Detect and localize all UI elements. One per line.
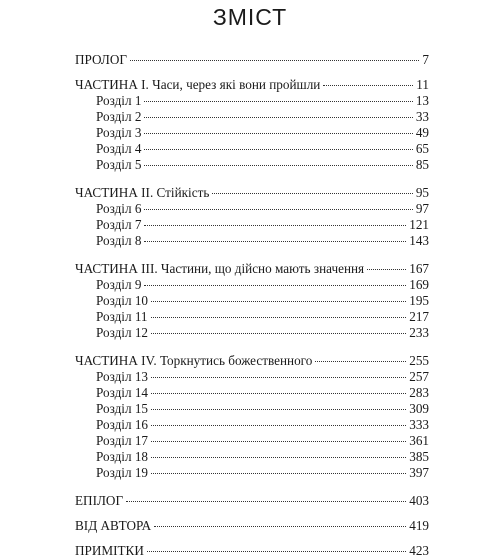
dot-leader [151, 409, 406, 410]
toc-page-number: 333 [409, 417, 429, 432]
toc-chapter-label: Розділ 8 [96, 233, 142, 248]
toc-entry-label: ПРОЛОГ [75, 52, 127, 67]
toc-part-2[interactable] [75, 185, 429, 201]
toc-chapter-label: Розділ 14 [96, 385, 149, 400]
table-of-contents [75, 52, 429, 559]
toc-chapter[interactable] [75, 233, 429, 249]
dot-leader [147, 551, 406, 552]
toc-chapter[interactable] [75, 157, 429, 173]
toc-chapter[interactable] [75, 433, 429, 449]
toc-chapter[interactable] [75, 141, 429, 157]
toc-part-label: ЧАСТИНА I. Часи, через які вони пройшли [75, 77, 321, 92]
toc-page-number: 121 [409, 217, 429, 232]
toc-page-number: 169 [409, 277, 429, 292]
page-title: ЗМІСТ [212, 4, 288, 30]
toc-chapter-label: Розділ 12 [96, 325, 149, 340]
toc-chapter-label: Розділ 19 [96, 465, 149, 480]
toc-chapter[interactable] [75, 401, 429, 417]
toc-part-label: ЧАСТИНА IV. Торкнутись божественного [75, 353, 313, 368]
toc-entry-prologue[interactable] [75, 52, 429, 68]
toc-chapter[interactable] [75, 109, 429, 125]
toc-part-label: ЧАСТИНА II. Стійкість [75, 185, 210, 200]
toc-chapter[interactable] [75, 217, 429, 233]
dot-leader [144, 165, 412, 166]
toc-page-number: 397 [409, 465, 429, 480]
toc-page-number: 361 [409, 433, 429, 448]
toc-chapter[interactable] [75, 449, 429, 465]
toc-page-number: 233 [409, 325, 429, 340]
toc-page-number: 403 [409, 493, 429, 508]
toc-page-number: 195 [409, 293, 429, 308]
toc-page-number: 85 [415, 157, 429, 172]
toc-entry-epilogue[interactable] [75, 493, 429, 509]
toc-chapter[interactable] [75, 293, 429, 309]
toc-page-number: 7 [422, 52, 429, 67]
toc-page-number: 11 [416, 77, 429, 92]
toc-chapter-label: Розділ 4 [96, 141, 142, 156]
toc-chapter-label: Розділ 1 [96, 93, 142, 108]
toc-page-number: 97 [415, 201, 429, 216]
dot-leader [144, 285, 406, 286]
dot-leader [151, 317, 407, 318]
toc-page-number: 255 [409, 353, 429, 368]
toc-page-number: 283 [409, 385, 429, 400]
toc-chapter[interactable] [75, 277, 429, 293]
toc-chapter-label: Розділ 9 [96, 277, 142, 292]
dot-leader [212, 193, 412, 194]
toc-page-number: 49 [415, 125, 429, 140]
toc-page-number: 143 [409, 233, 429, 248]
toc-entry-label: ПРИМІТКИ [75, 543, 144, 558]
toc-chapter-label: Розділ 6 [96, 201, 142, 216]
dot-leader [151, 377, 406, 378]
dot-leader [323, 85, 413, 86]
dot-leader [144, 133, 412, 134]
dot-leader [151, 441, 406, 442]
toc-chapter-label: Розділ 3 [96, 125, 142, 140]
dot-leader [144, 101, 412, 102]
toc-part-3[interactable] [75, 261, 429, 277]
toc-chapter[interactable] [75, 385, 429, 401]
toc-chapter-label: Розділ 13 [96, 369, 149, 384]
toc-page-number: 217 [409, 309, 429, 324]
toc-entry-label: ВІД АВТОРА [75, 518, 152, 533]
toc-chapter[interactable] [75, 201, 429, 217]
dot-leader [315, 361, 406, 362]
dot-leader [151, 457, 406, 458]
toc-chapter-label: Розділ 16 [96, 417, 149, 432]
dot-leader [144, 241, 406, 242]
dot-leader [144, 209, 412, 210]
toc-page-number: 65 [415, 141, 429, 156]
toc-chapter[interactable] [75, 325, 429, 341]
toc-chapter[interactable] [75, 125, 429, 141]
toc-page-number: 385 [409, 449, 429, 464]
dot-leader [144, 117, 412, 118]
toc-chapter[interactable] [75, 309, 429, 325]
toc-entry-from-author[interactable] [75, 518, 429, 534]
toc-chapter[interactable] [75, 93, 429, 109]
toc-chapter-label: Розділ 15 [96, 401, 149, 416]
toc-part-label: ЧАСТИНА III. Частини, що дійсно мають значення [75, 261, 365, 276]
toc-entry-notes[interactable] [75, 543, 429, 559]
toc-chapter[interactable] [75, 417, 429, 433]
toc-chapter-label: Розділ 17 [96, 433, 149, 448]
dot-leader [144, 225, 406, 226]
dot-leader [151, 473, 406, 474]
toc-chapter-label: Розділ 7 [96, 217, 142, 232]
toc-chapter[interactable] [75, 369, 429, 385]
toc-chapter-label: Розділ 18 [96, 449, 149, 464]
dot-leader [367, 269, 406, 270]
dot-leader [151, 301, 406, 302]
toc-chapter-label: Розділ 5 [96, 157, 142, 172]
dot-leader [151, 425, 406, 426]
toc-part-1[interactable] [75, 77, 429, 93]
dot-leader [151, 333, 406, 334]
toc-page-number: 13 [415, 93, 429, 108]
toc-chapter[interactable] [75, 465, 429, 481]
dot-leader [130, 60, 419, 61]
dot-leader [126, 501, 406, 502]
toc-chapter-label: Розділ 11 [96, 309, 148, 324]
toc-chapter-label: Розділ 2 [96, 109, 142, 124]
dot-leader [144, 149, 412, 150]
toc-entry-label: ЕПІЛОГ [75, 493, 124, 508]
toc-page-number: 95 [415, 185, 429, 200]
toc-page-number: 423 [409, 543, 429, 558]
toc-page-number: 309 [409, 401, 429, 416]
toc-page-number: 257 [409, 369, 429, 384]
dot-leader [151, 393, 406, 394]
toc-page-number: 33 [415, 109, 429, 124]
toc-page-number: 167 [409, 261, 429, 276]
toc-page-number: 419 [409, 518, 429, 533]
toc-chapter-label: Розділ 10 [96, 293, 149, 308]
dot-leader [154, 526, 406, 527]
toc-part-4[interactable] [75, 353, 429, 369]
